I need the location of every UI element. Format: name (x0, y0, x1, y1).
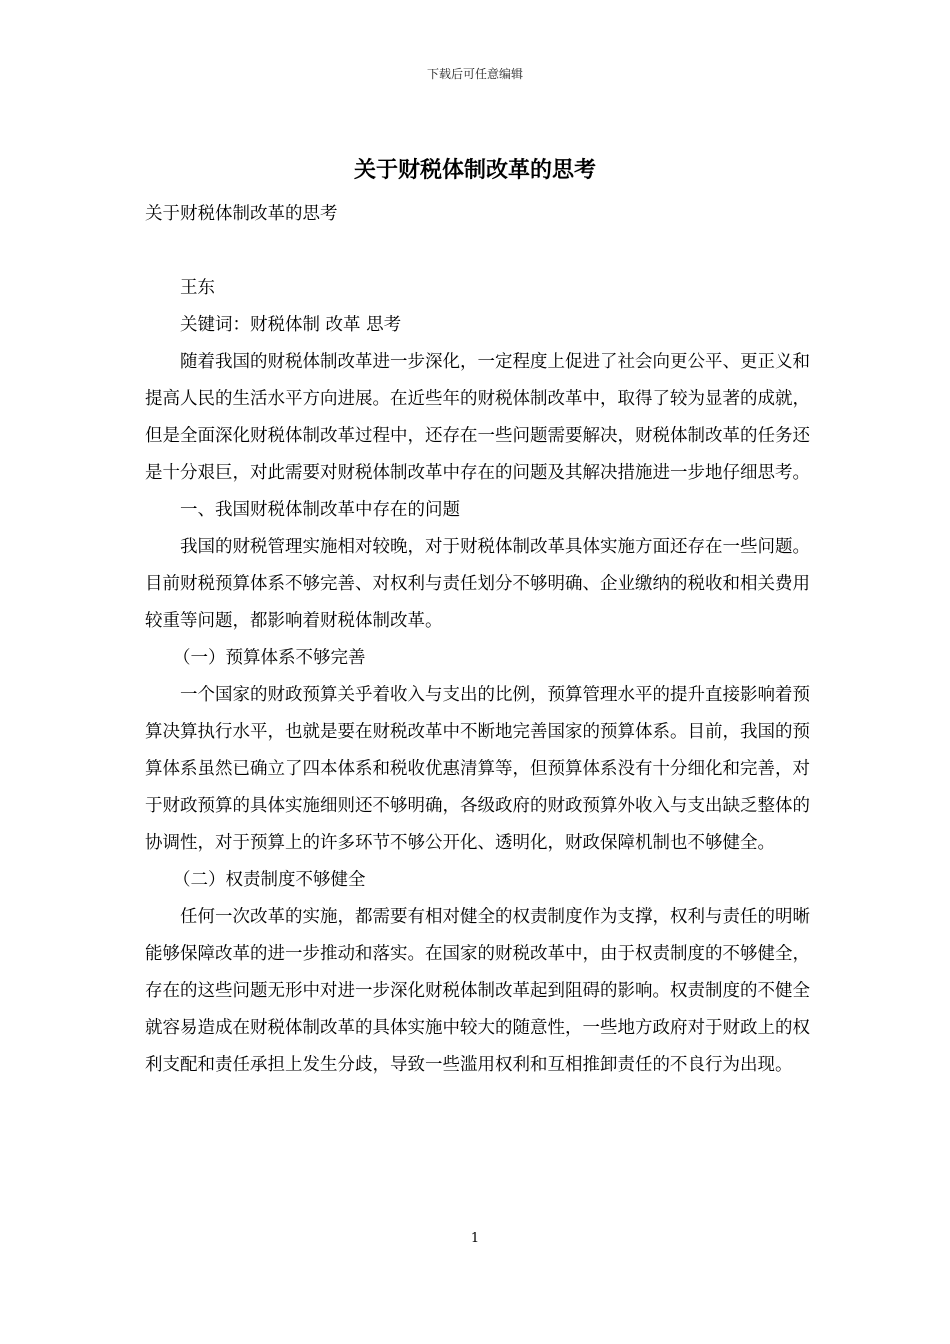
body-paragraph-intro: 随着我国的财税体制改革进一步深化，一定程度上促进了社会向更公平、更正义和提高人民的生活水平方向进展。在近些年的财税体制改革中，取得了较为显著的成就，但是全面深化财税体制改革过程中，还存在一些问题需要解决，财税体制改革的任务还是十分艰巨，对此需要对财税体制改革中存在的问题及其解决措施进一步地仔细思考。 (145, 352, 810, 483)
keywords-line: 关键词：财税体制 改革 思考 (180, 315, 402, 335)
section-heading-1: 一、我国财税体制改革中存在的问题 (180, 500, 460, 520)
author-name: 王东 (180, 278, 215, 298)
document-title: 关于财税体制改革的思考 (353, 157, 596, 183)
body-paragraph-responsibility: 任何一次改革的实施，都需要有相对健全的权责制度作为支撑，权利与责任的明晰能够保障改革的进一步推动和落实。在国家的财税改革中，由于权责制度的不够健全，存在的这些问题无形中对进一步深化财税体制改革起到阻碍的影响。权责制度的不健全就容易造成在财税体制改革的具体实施中较大的随意性，一些地方政府对于财政上的权利支配和责任承担上发生分歧，导致一些滥用权利和互相推卸责任的不良行为出现。 (145, 907, 810, 1075)
header-note: 下载后可任意编辑 (426, 67, 523, 81)
document-body (145, 196, 810, 1084)
blank-line (145, 233, 810, 270)
body-paragraph-section-1: 我国的财税管理实施相对较晚，对于财税体制改革具体实施方面还存在一些问题。目前财税预算体系不够完善、对权利与责任划分不够明确、企业缴纳的税收和相关费用较重等问题，都影响着财税体制改革。 (145, 537, 810, 631)
body-paragraph-budget: 一个国家的财政预算关乎着收入与支出的比例，预算管理水平的提升直接影响着预算决算执行水平，也就是要在财税改革中不断地完善国家的预算体系。目前，我国的预算体系虽然已确立了四本体系和税收优惠清算等，但预算体系没有十分细化和完善，对于财政预算的具体实施细则还不够明确，各级政府的财政预算外收入与支出缺乏整体的协调性，对于预算上的许多环节不够公开化、透明化，财政保障机制也不够健全。 (145, 685, 810, 853)
page-number: 1 (470, 1231, 480, 1246)
subsection-heading-2: （二）权责制度不够健全 (173, 870, 366, 890)
subsection-heading-1: （一）预算体系不够完善 (173, 648, 366, 668)
document-subtitle: 关于财税体制改革的思考 (145, 204, 338, 224)
